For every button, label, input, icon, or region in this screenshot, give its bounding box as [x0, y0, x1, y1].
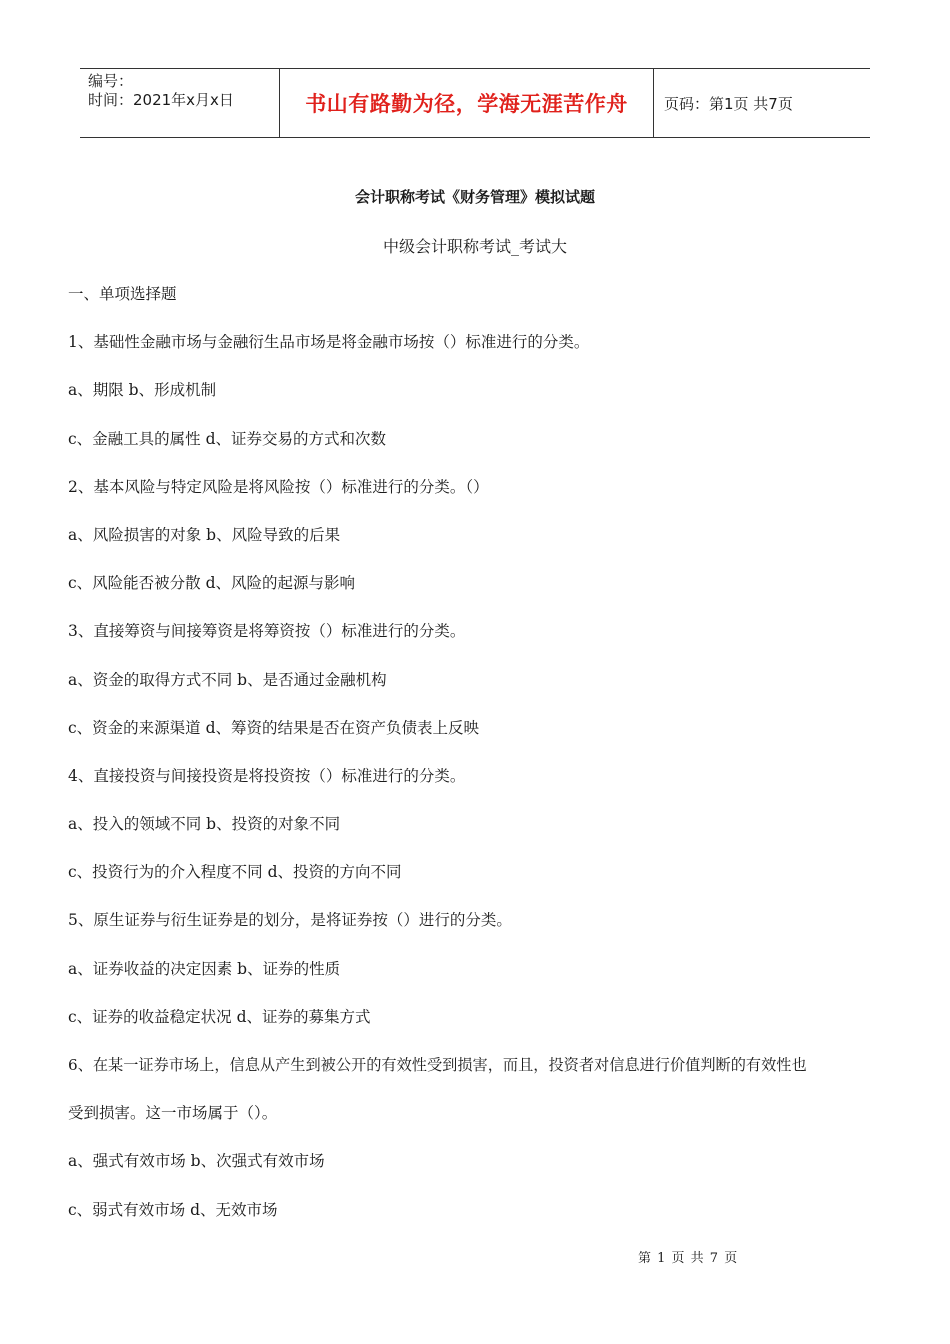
question-2-options-cd: c、风险能否被分散 d、风险的起源与影响	[68, 574, 356, 593]
question-5-options-cd: c、证券的收益稳定状况 d、证券的募集方式	[68, 1007, 371, 1026]
question-2-options-ab: a、风险损害的对象 b、风险导致的后果	[68, 525, 341, 544]
question-5-options-ab: a、证券收益的决定因素 b、证券的性质	[68, 959, 341, 978]
header-page-code: 页码：第1页 共7页	[664, 94, 793, 113]
question-4: 4、直接投资与间接投资是将投资按（）标准进行的分类。	[68, 766, 466, 785]
page-footer: 第 1 页 共 7 页	[638, 1251, 739, 1266]
question-3-options-cd: c、资金的来源渠道 d、筹资的结果是否在资产负债表上反映	[68, 718, 480, 737]
question-2: 2、基本风险与特定风险是将风险按（）标准进行的分类。（）	[68, 477, 489, 496]
document-header	[80, 68, 870, 138]
serial-number-label: 编号：	[88, 72, 134, 90]
section-heading: 一、单项选择题	[68, 285, 177, 303]
date-label: 时间：2021年x月x日	[88, 91, 234, 109]
question-1-options-cd: c、金融工具的属性 d、证券交易的方式和次数	[68, 429, 387, 448]
question-3-options-ab: a、资金的取得方式不同 b、是否通过金融机构	[68, 670, 387, 689]
question-4-options-ab: a、投入的领域不同 b、投资的对象不同	[68, 815, 341, 834]
question-5: 5、原生证券与衍生证券是的划分，是将证券按（）进行的分类。	[68, 911, 512, 930]
header-meta-cell	[80, 69, 280, 137]
document-title: 会计职称考试《财务管理》模拟试题	[354, 188, 595, 206]
question-1: 1、基础性金融市场与金融衍生品市场是将金融市场按（）标准进行的分类。	[68, 333, 590, 352]
question-1-options-ab: a、期限 b、形成机制	[68, 381, 217, 400]
question-list	[68, 283, 883, 1247]
question-6-line-2: 受到损害。这一市场属于（）。	[68, 1104, 278, 1123]
question-6-options-cd: c、弱式有效市场 d、无效市场	[68, 1200, 278, 1219]
question-3: 3、直接筹资与间接筹资是将筹资按（）标准进行的分类。	[68, 622, 466, 641]
header-motto: 书山有路勤为径，学海无涯苦作舟	[280, 69, 654, 137]
document-subtitle: 中级会计职称考试_考试大	[382, 237, 567, 256]
question-4-options-cd: c、投资行为的介入程度不同 d、投资的方向不同	[68, 863, 402, 882]
question-6-line-1: 6、在某一证券市场上，信息从产生到被公开的有效性受到损害，而且，投资者对信息进行价值判断的有效性也	[68, 1056, 807, 1074]
question-6-options-ab: a、强式有效市场 b、次强式有效市场	[68, 1152, 325, 1171]
